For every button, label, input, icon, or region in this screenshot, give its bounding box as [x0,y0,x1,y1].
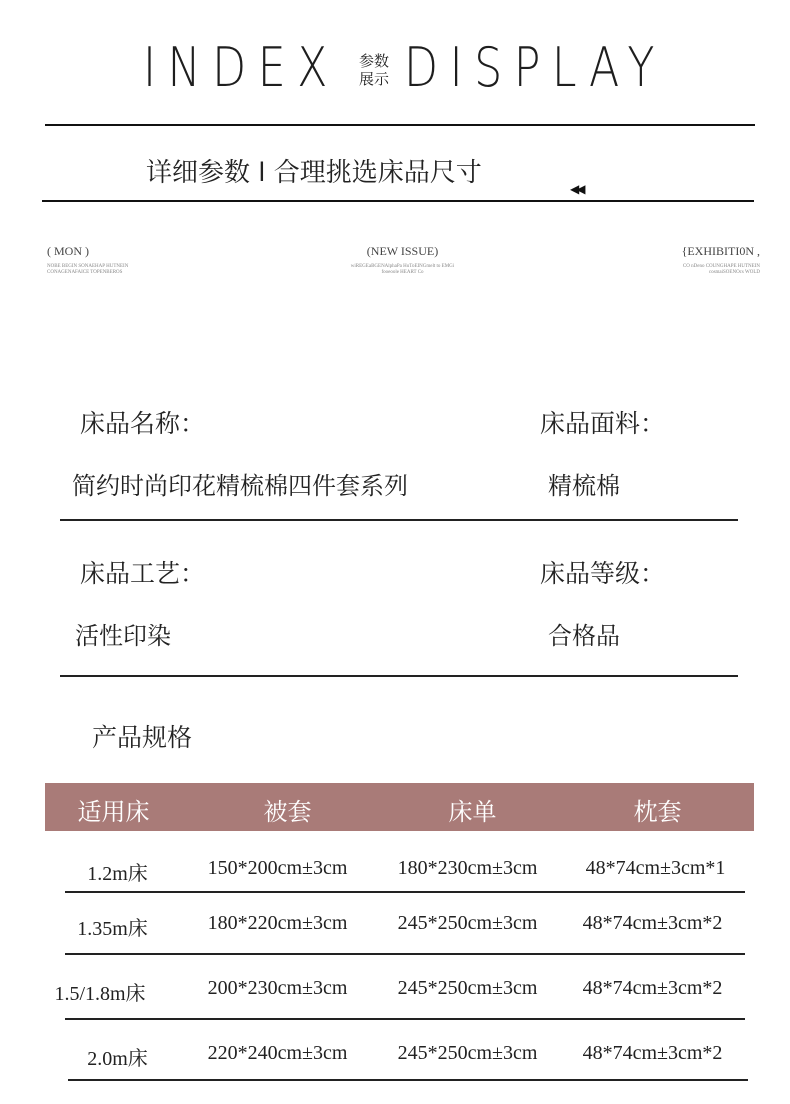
title-cn-bottom: 展示 [359,70,390,88]
tag-center [335,244,470,276]
table-cell: 1.35m床 [77,918,148,940]
table-cell: 180*230cm±3cm [397,857,538,879]
row-rule-1 [65,891,745,893]
table-cell: 1.2m床 [87,863,148,885]
fabric-value: 精梳棉 [548,472,620,500]
title-cn [359,52,389,88]
table-cell: 48*74cm±3cm*2 [582,1042,723,1064]
th-bed: 适用床 [77,798,150,826]
tag-left-line1: NOBE BEGIN SONAEHAP HUTNEIN [47,264,129,269]
header-rule-bottom [42,200,754,202]
row-rule-3 [65,1018,745,1020]
tag-right-title: {EXHIBITI0N , [681,244,760,258]
row-rule-4 [68,1079,748,1081]
tag-left-title: ( MON ) [47,244,89,258]
title-cn-top: 参数 [359,52,390,70]
table-cell: 220*240cm±3cm [207,1042,348,1064]
subtitle: 详细参数 l 合理挑选床品尺寸 [146,158,482,188]
rewind-icon: ◀◀ [570,182,583,196]
craft-value: 活性印染 [75,622,171,650]
tag-center-title: (NEW ISSUE) [366,244,439,258]
table-cell: 245*250cm±3cm [397,912,538,934]
spec-title: 产品规格 [92,723,193,752]
tag-right-line1: CO nDeno COUNGHAPE HUTNEIN [682,264,760,269]
tag-center-line2: fooeoole HEART Co [381,270,424,275]
craft-label: 床品工艺： [80,559,206,588]
field-rule-1 [60,519,738,521]
grade-value: 合格品 [548,622,620,650]
table-cell: 245*250cm±3cm [397,1042,538,1064]
th-sheet: 床单 [448,798,497,826]
table-cell: 48*74cm±3cm*2 [582,912,723,934]
tag-left [47,244,187,276]
title-index: INDEX [143,36,339,99]
table-cell: 48*74cm±3cm*1 [585,857,726,879]
tag-right-line2: cosmaiSOENOcs WOLD [708,270,760,275]
title-display: DISPLAY [404,36,666,99]
table-cell: 200*230cm±3cm [207,977,348,999]
tag-right [655,244,760,276]
table-cell: 150*200cm±3cm [207,857,348,879]
name-label: 床品名称： [80,409,206,438]
th-pillowcase: 枕套 [633,798,682,826]
table-cell: 1.5/1.8m床 [54,983,146,1005]
fabric-label: 床品面料： [540,409,666,438]
tag-center-line1: wiREGEaBGENAlphaPa HuToEINGmelt to EMGi [350,264,455,269]
tag-left-line2: CONAGENAFAICE TOPENBEROS [47,270,123,275]
th-duvet: 被套 [263,798,312,826]
table-cell: 2.0m床 [87,1048,148,1070]
name-value: 简约时尚印花精梳棉四件套系列 [72,472,408,500]
header-rule-top [45,124,755,126]
grade-label: 床品等级： [540,559,666,588]
table-cell: 48*74cm±3cm*2 [582,977,723,999]
field-rule-2 [60,675,738,677]
table-cell: 180*220cm±3cm [207,912,348,934]
row-rule-2 [65,953,745,955]
table-cell: 245*250cm±3cm [397,977,538,999]
